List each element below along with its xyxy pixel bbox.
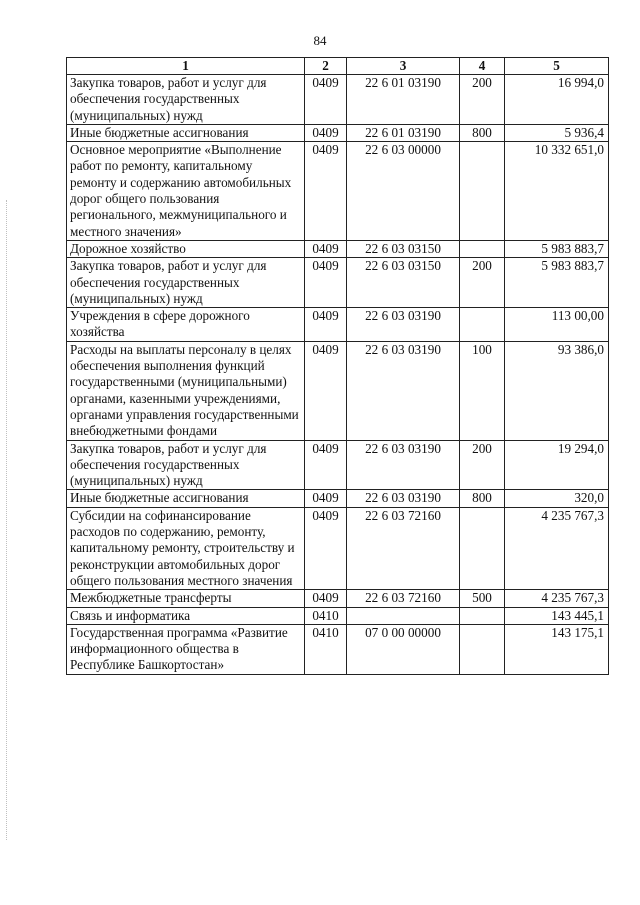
row-type-cell bbox=[460, 507, 505, 589]
row-amount-cell: 320,0 bbox=[505, 490, 609, 507]
row-name-cell: Закупка товаров, работ и услуг для обеспечения государственных (муниципальных) нужд bbox=[67, 75, 305, 125]
table-row bbox=[67, 490, 609, 507]
row-section-cell: 0409 bbox=[305, 440, 347, 490]
row-amount-cell: 5 983 883,7 bbox=[505, 240, 609, 257]
table-row bbox=[67, 124, 609, 141]
row-name-cell: Закупка товаров, работ и услуг для обеспечения государственных (муниципальных) нужд bbox=[67, 258, 305, 308]
row-amount-cell: 10 332 651,0 bbox=[505, 142, 609, 241]
table-row bbox=[67, 75, 609, 125]
row-type-cell bbox=[460, 624, 505, 674]
row-type-cell bbox=[460, 142, 505, 241]
table-row bbox=[67, 341, 609, 440]
row-type-cell bbox=[460, 240, 505, 257]
row-name-cell: Государственная программа «Развитие информационного общества в Республике Башкортостан» bbox=[67, 624, 305, 674]
table-row bbox=[67, 440, 609, 490]
row-code-cell: 22 6 03 03190 bbox=[347, 341, 460, 440]
row-type-cell: 200 bbox=[460, 75, 505, 125]
row-amount-cell: 5 983 883,7 bbox=[505, 258, 609, 308]
column-header-2: 2 bbox=[305, 58, 347, 75]
table-row bbox=[67, 240, 609, 257]
row-type-cell: 200 bbox=[460, 258, 505, 308]
row-section-cell: 0409 bbox=[305, 341, 347, 440]
table-row bbox=[67, 258, 609, 308]
table-row bbox=[67, 507, 609, 589]
table-body bbox=[67, 75, 609, 675]
row-section-cell: 0409 bbox=[305, 490, 347, 507]
row-code-cell: 22 6 03 03190 bbox=[347, 490, 460, 507]
row-name-cell: Учреждения в сфере дорожного хозяйства bbox=[67, 308, 305, 342]
row-code-cell: 22 6 03 72160 bbox=[347, 507, 460, 589]
row-section-cell: 0409 bbox=[305, 258, 347, 308]
scan-margin-mark bbox=[6, 200, 8, 840]
row-section-cell: 0409 bbox=[305, 142, 347, 241]
row-section-cell: 0409 bbox=[305, 590, 347, 607]
row-name-cell: Иные бюджетные ассигнования bbox=[67, 490, 305, 507]
row-name-cell: Связь и информатика bbox=[67, 607, 305, 624]
row-section-cell: 0409 bbox=[305, 507, 347, 589]
row-section-cell: 0409 bbox=[305, 240, 347, 257]
row-code-cell: 22 6 01 03190 bbox=[347, 124, 460, 141]
row-amount-cell: 5 936,4 bbox=[505, 124, 609, 141]
row-section-cell: 0410 bbox=[305, 607, 347, 624]
row-section-cell: 0409 bbox=[305, 308, 347, 342]
row-type-cell: 800 bbox=[460, 490, 505, 507]
column-header-3: 3 bbox=[347, 58, 460, 75]
row-type-cell: 100 bbox=[460, 341, 505, 440]
row-name-cell: Межбюджетные трансферты bbox=[67, 590, 305, 607]
column-header-1: 1 bbox=[67, 58, 305, 75]
row-name-cell: Расходы на выплаты персоналу в целях обеспечения выполнения функций государственными (муниципальными) органами, казенными учреждениями, органами управления государственными внебюджетными фондами bbox=[67, 341, 305, 440]
row-name-cell: Закупка товаров, работ и услуг для обеспечения государственных (муниципальных) нужд bbox=[67, 440, 305, 490]
row-code-cell: 22 6 03 72160 bbox=[347, 590, 460, 607]
row-name-cell: Субсидии на софинансирование расходов по содержанию, ремонту, капитальному ремонту, строительству и реконструкции автомобильных дорог общего пользования местного значения bbox=[67, 507, 305, 589]
row-amount-cell: 4 235 767,3 bbox=[505, 507, 609, 589]
budget-table bbox=[66, 57, 609, 675]
row-code-cell: 22 6 01 03190 bbox=[347, 75, 460, 125]
row-code-cell: 22 6 03 03150 bbox=[347, 258, 460, 308]
page-number: 84 bbox=[313, 33, 327, 48]
row-amount-cell: 143 175,1 bbox=[505, 624, 609, 674]
row-code-cell: 22 6 03 03190 bbox=[347, 440, 460, 490]
header-row bbox=[67, 58, 609, 75]
row-section-cell: 0409 bbox=[305, 75, 347, 125]
row-amount-cell: 4 235 767,3 bbox=[505, 590, 609, 607]
row-code-cell: 22 6 03 00000 bbox=[347, 142, 460, 241]
row-section-cell: 0410 bbox=[305, 624, 347, 674]
row-code-cell: 22 6 03 03150 bbox=[347, 240, 460, 257]
column-header-4: 4 bbox=[460, 58, 505, 75]
row-amount-cell: 143 445,1 bbox=[505, 607, 609, 624]
row-code-cell bbox=[347, 607, 460, 624]
table-row bbox=[67, 624, 609, 674]
row-amount-cell: 16 994,0 bbox=[505, 75, 609, 125]
row-type-cell: 500 bbox=[460, 590, 505, 607]
row-type-cell bbox=[460, 308, 505, 342]
row-type-cell: 200 bbox=[460, 440, 505, 490]
row-code-cell: 22 6 03 03190 bbox=[347, 308, 460, 342]
row-name-cell: Иные бюджетные ассигнования bbox=[67, 124, 305, 141]
row-code-cell: 07 0 00 00000 bbox=[347, 624, 460, 674]
row-amount-cell: 19 294,0 bbox=[505, 440, 609, 490]
row-amount-cell: 113 00,00 bbox=[505, 308, 609, 342]
row-type-cell: 800 bbox=[460, 124, 505, 141]
row-section-cell: 0409 bbox=[305, 124, 347, 141]
table-row bbox=[67, 590, 609, 607]
table-row bbox=[67, 607, 609, 624]
row-amount-cell: 93 386,0 bbox=[505, 341, 609, 440]
table-row bbox=[67, 142, 609, 241]
column-header-5: 5 bbox=[505, 58, 609, 75]
row-type-cell bbox=[460, 607, 505, 624]
table-row bbox=[67, 308, 609, 342]
row-name-cell: Основное мероприятие «Выполнение работ по ремонту, капитальному ремонту и содержанию автомобильных дорог общего пользования регионального, межмуниципального и местного значения» bbox=[67, 142, 305, 241]
row-name-cell: Дорожное хозяйство bbox=[67, 240, 305, 257]
